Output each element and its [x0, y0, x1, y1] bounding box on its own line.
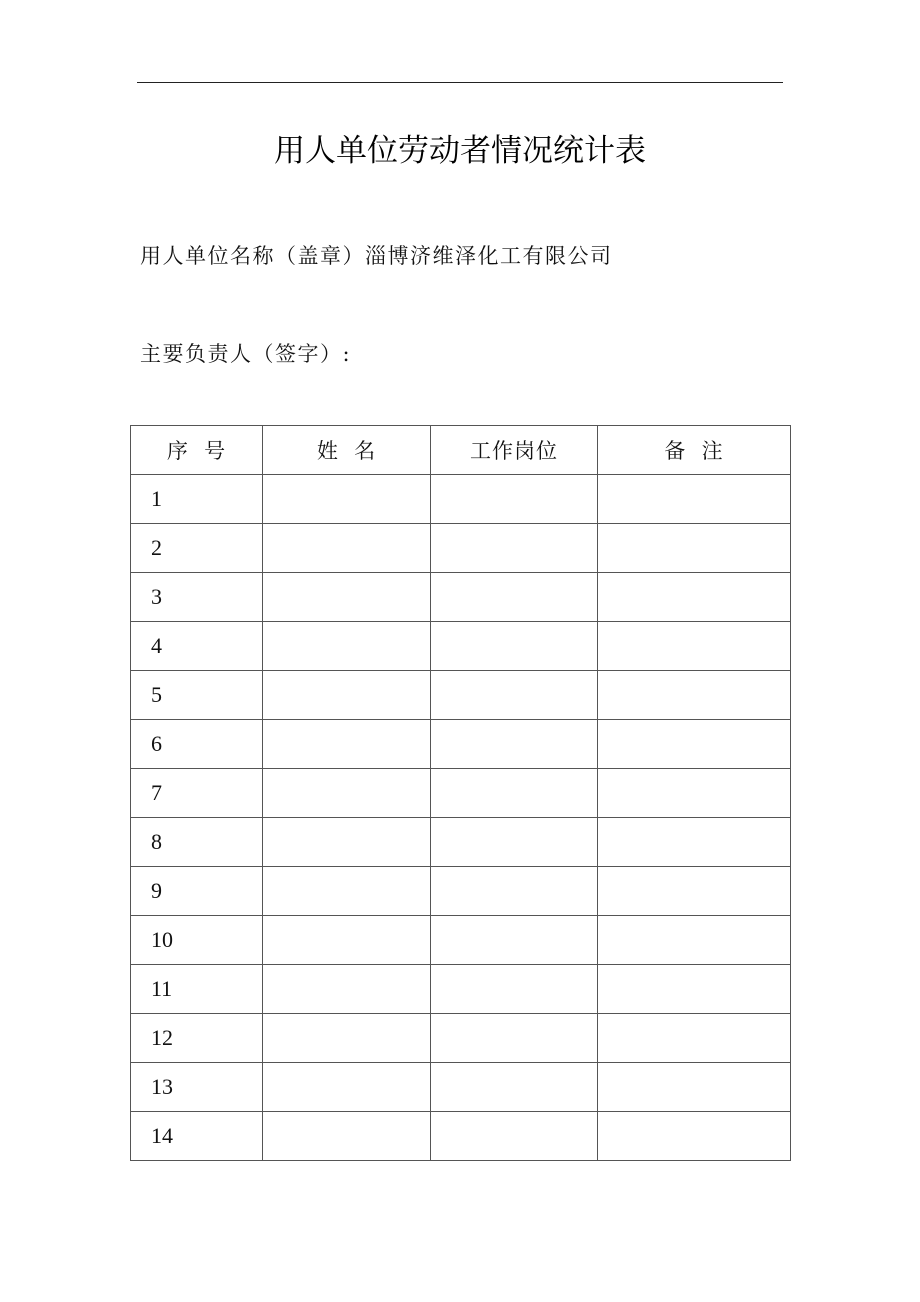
post-cell[interactable] [431, 720, 598, 769]
seq-cell: 6 [131, 720, 263, 769]
note-cell[interactable] [598, 1014, 791, 1063]
note-cell[interactable] [598, 769, 791, 818]
table-row [131, 965, 791, 1014]
seq-cell: 7 [131, 769, 263, 818]
post-cell[interactable] [431, 1063, 598, 1112]
post-cell[interactable] [431, 524, 598, 573]
name-cell[interactable] [263, 916, 431, 965]
table-row [131, 524, 791, 573]
column-header-name: 姓 名 [263, 426, 431, 475]
post-cell[interactable] [431, 818, 598, 867]
note-cell[interactable] [598, 965, 791, 1014]
worker-table [130, 425, 791, 1161]
seq-cell: 3 [131, 573, 263, 622]
name-cell[interactable] [263, 867, 431, 916]
seq-cell: 4 [131, 622, 263, 671]
post-cell[interactable] [431, 769, 598, 818]
seq-cell: 14 [131, 1112, 263, 1161]
employer-field [140, 241, 613, 271]
table-row [131, 622, 791, 671]
name-cell[interactable] [263, 622, 431, 671]
table-row [131, 916, 791, 965]
note-cell[interactable] [598, 1112, 791, 1161]
name-cell[interactable] [263, 573, 431, 622]
name-cell[interactable] [263, 524, 431, 573]
name-cell[interactable] [263, 671, 431, 720]
table-row [131, 1063, 791, 1112]
seq-cell: 11 [131, 965, 263, 1014]
table-row [131, 1014, 791, 1063]
column-header-seq: 序 号 [131, 426, 263, 475]
post-cell[interactable] [431, 916, 598, 965]
table-row [131, 867, 791, 916]
note-cell[interactable] [598, 475, 791, 524]
post-cell[interactable] [431, 867, 598, 916]
table-row [131, 720, 791, 769]
post-cell[interactable] [431, 1112, 598, 1161]
seq-cell: 10 [131, 916, 263, 965]
note-cell[interactable] [598, 671, 791, 720]
note-cell[interactable] [598, 524, 791, 573]
name-cell[interactable] [263, 475, 431, 524]
post-cell[interactable] [431, 671, 598, 720]
name-cell[interactable] [263, 720, 431, 769]
note-cell[interactable] [598, 720, 791, 769]
table-row [131, 573, 791, 622]
note-cell[interactable] [598, 573, 791, 622]
post-cell[interactable] [431, 1014, 598, 1063]
page-title: 用人单位劳动者情况统计表 [274, 133, 646, 169]
table-row [131, 818, 791, 867]
name-cell[interactable] [263, 965, 431, 1014]
post-cell[interactable] [431, 573, 598, 622]
post-cell[interactable] [431, 622, 598, 671]
seq-cell: 2 [131, 524, 263, 573]
name-cell[interactable] [263, 1112, 431, 1161]
note-cell[interactable] [598, 1063, 791, 1112]
column-header-note: 备 注 [598, 426, 791, 475]
note-cell[interactable] [598, 916, 791, 965]
table-row [131, 769, 791, 818]
seq-cell: 8 [131, 818, 263, 867]
note-cell[interactable] [598, 867, 791, 916]
table-row [131, 671, 791, 720]
seq-cell: 1 [131, 475, 263, 524]
note-cell[interactable] [598, 818, 791, 867]
post-cell[interactable] [431, 475, 598, 524]
table-header-row [131, 426, 791, 475]
seq-cell: 13 [131, 1063, 263, 1112]
name-cell[interactable] [263, 769, 431, 818]
seq-cell: 5 [131, 671, 263, 720]
header-rule [137, 82, 783, 83]
name-cell[interactable] [263, 818, 431, 867]
table-row [131, 475, 791, 524]
column-header-post: 工作岗位 [431, 426, 598, 475]
signer-label: 主要负责人（签字）: [140, 342, 352, 366]
seq-cell: 12 [131, 1014, 263, 1063]
name-cell[interactable] [263, 1063, 431, 1112]
post-cell[interactable] [431, 965, 598, 1014]
name-cell[interactable] [263, 1014, 431, 1063]
signer-field [140, 339, 351, 369]
note-cell[interactable] [598, 622, 791, 671]
employer-label: 用人单位名称（盖章） [140, 244, 365, 268]
table-row [131, 1112, 791, 1161]
seq-cell: 9 [131, 867, 263, 916]
employer-name: 淄博济维泽化工有限公司 [365, 244, 613, 268]
